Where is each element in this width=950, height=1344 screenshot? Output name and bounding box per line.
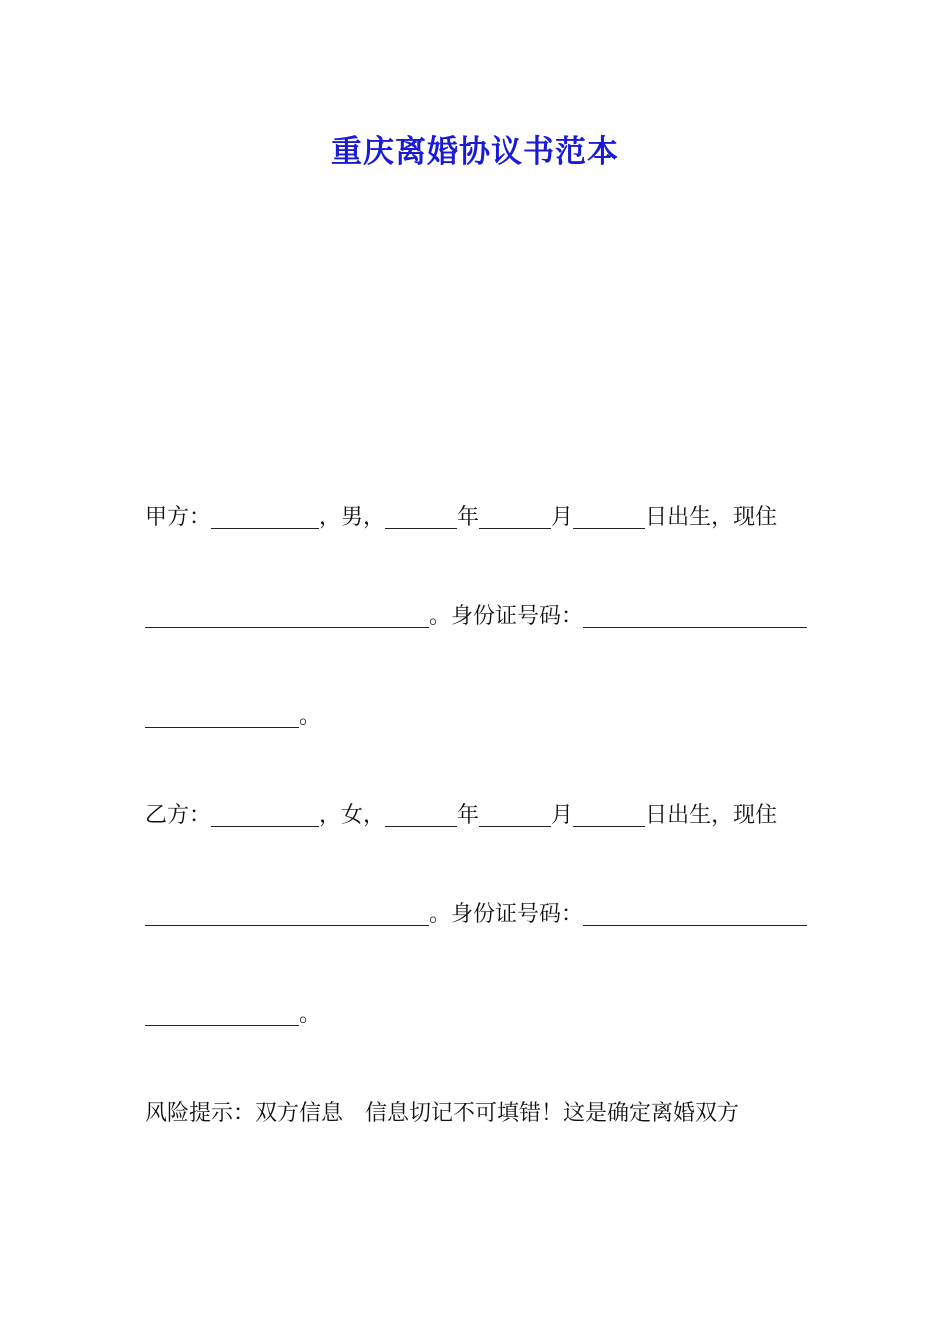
party-b-id-label: 。身份证号码：: [429, 902, 584, 927]
party-b-month-label: 月: [551, 803, 574, 828]
party-a-day-blank: [573, 500, 645, 529]
party-a-end-mark: 。: [299, 704, 322, 729]
party-a-line-3: [145, 697, 807, 737]
party-b-year-blank: [385, 798, 457, 827]
party-b-address-blank: [145, 897, 429, 926]
party-b-end-mark: 。: [299, 1002, 322, 1027]
party-a-year-blank: [385, 500, 457, 529]
party-a-year-label: 年: [457, 505, 480, 530]
party-a-label: 甲方：: [145, 505, 212, 530]
party-b-line-3: [145, 995, 807, 1035]
party-b-month-blank: [479, 798, 551, 827]
party-a-month-label: 月: [551, 505, 574, 530]
party-a-month-blank: [479, 500, 551, 529]
party-a-gender: ，男，: [319, 505, 386, 530]
party-b-name-blank: [211, 798, 319, 827]
party-b-line-1: [145, 796, 807, 836]
party-a-birth-residence-label: 日出生，现住: [645, 505, 778, 530]
party-a-id-label: 。身份证号码：: [429, 604, 584, 629]
party-b-day-blank: [573, 798, 645, 827]
document-title: 重庆离婚协议书范本: [331, 134, 619, 170]
party-a-address-blank: [145, 599, 429, 628]
party-b-id-blank-cont: [145, 997, 299, 1026]
party-b-birth-residence-label: 日出生，现住: [645, 803, 778, 828]
risk-notice-text: 风险提示：双方信息 信息切记不可填错！这是确定离婚双方: [145, 1101, 740, 1126]
party-b-gender: ，女，: [319, 803, 386, 828]
party-a-name-blank: [211, 500, 319, 529]
party-a-id-blank: [583, 599, 807, 628]
party-b-year-label: 年: [457, 803, 480, 828]
party-b-label: 乙方：: [145, 803, 212, 828]
party-a-line-2: [145, 597, 807, 637]
party-a-line-1: [145, 498, 807, 538]
risk-notice-line: [145, 1094, 807, 1134]
party-b-line-2: [145, 895, 807, 935]
party-b-id-blank: [583, 897, 807, 926]
party-a-id-blank-cont: [145, 699, 299, 728]
